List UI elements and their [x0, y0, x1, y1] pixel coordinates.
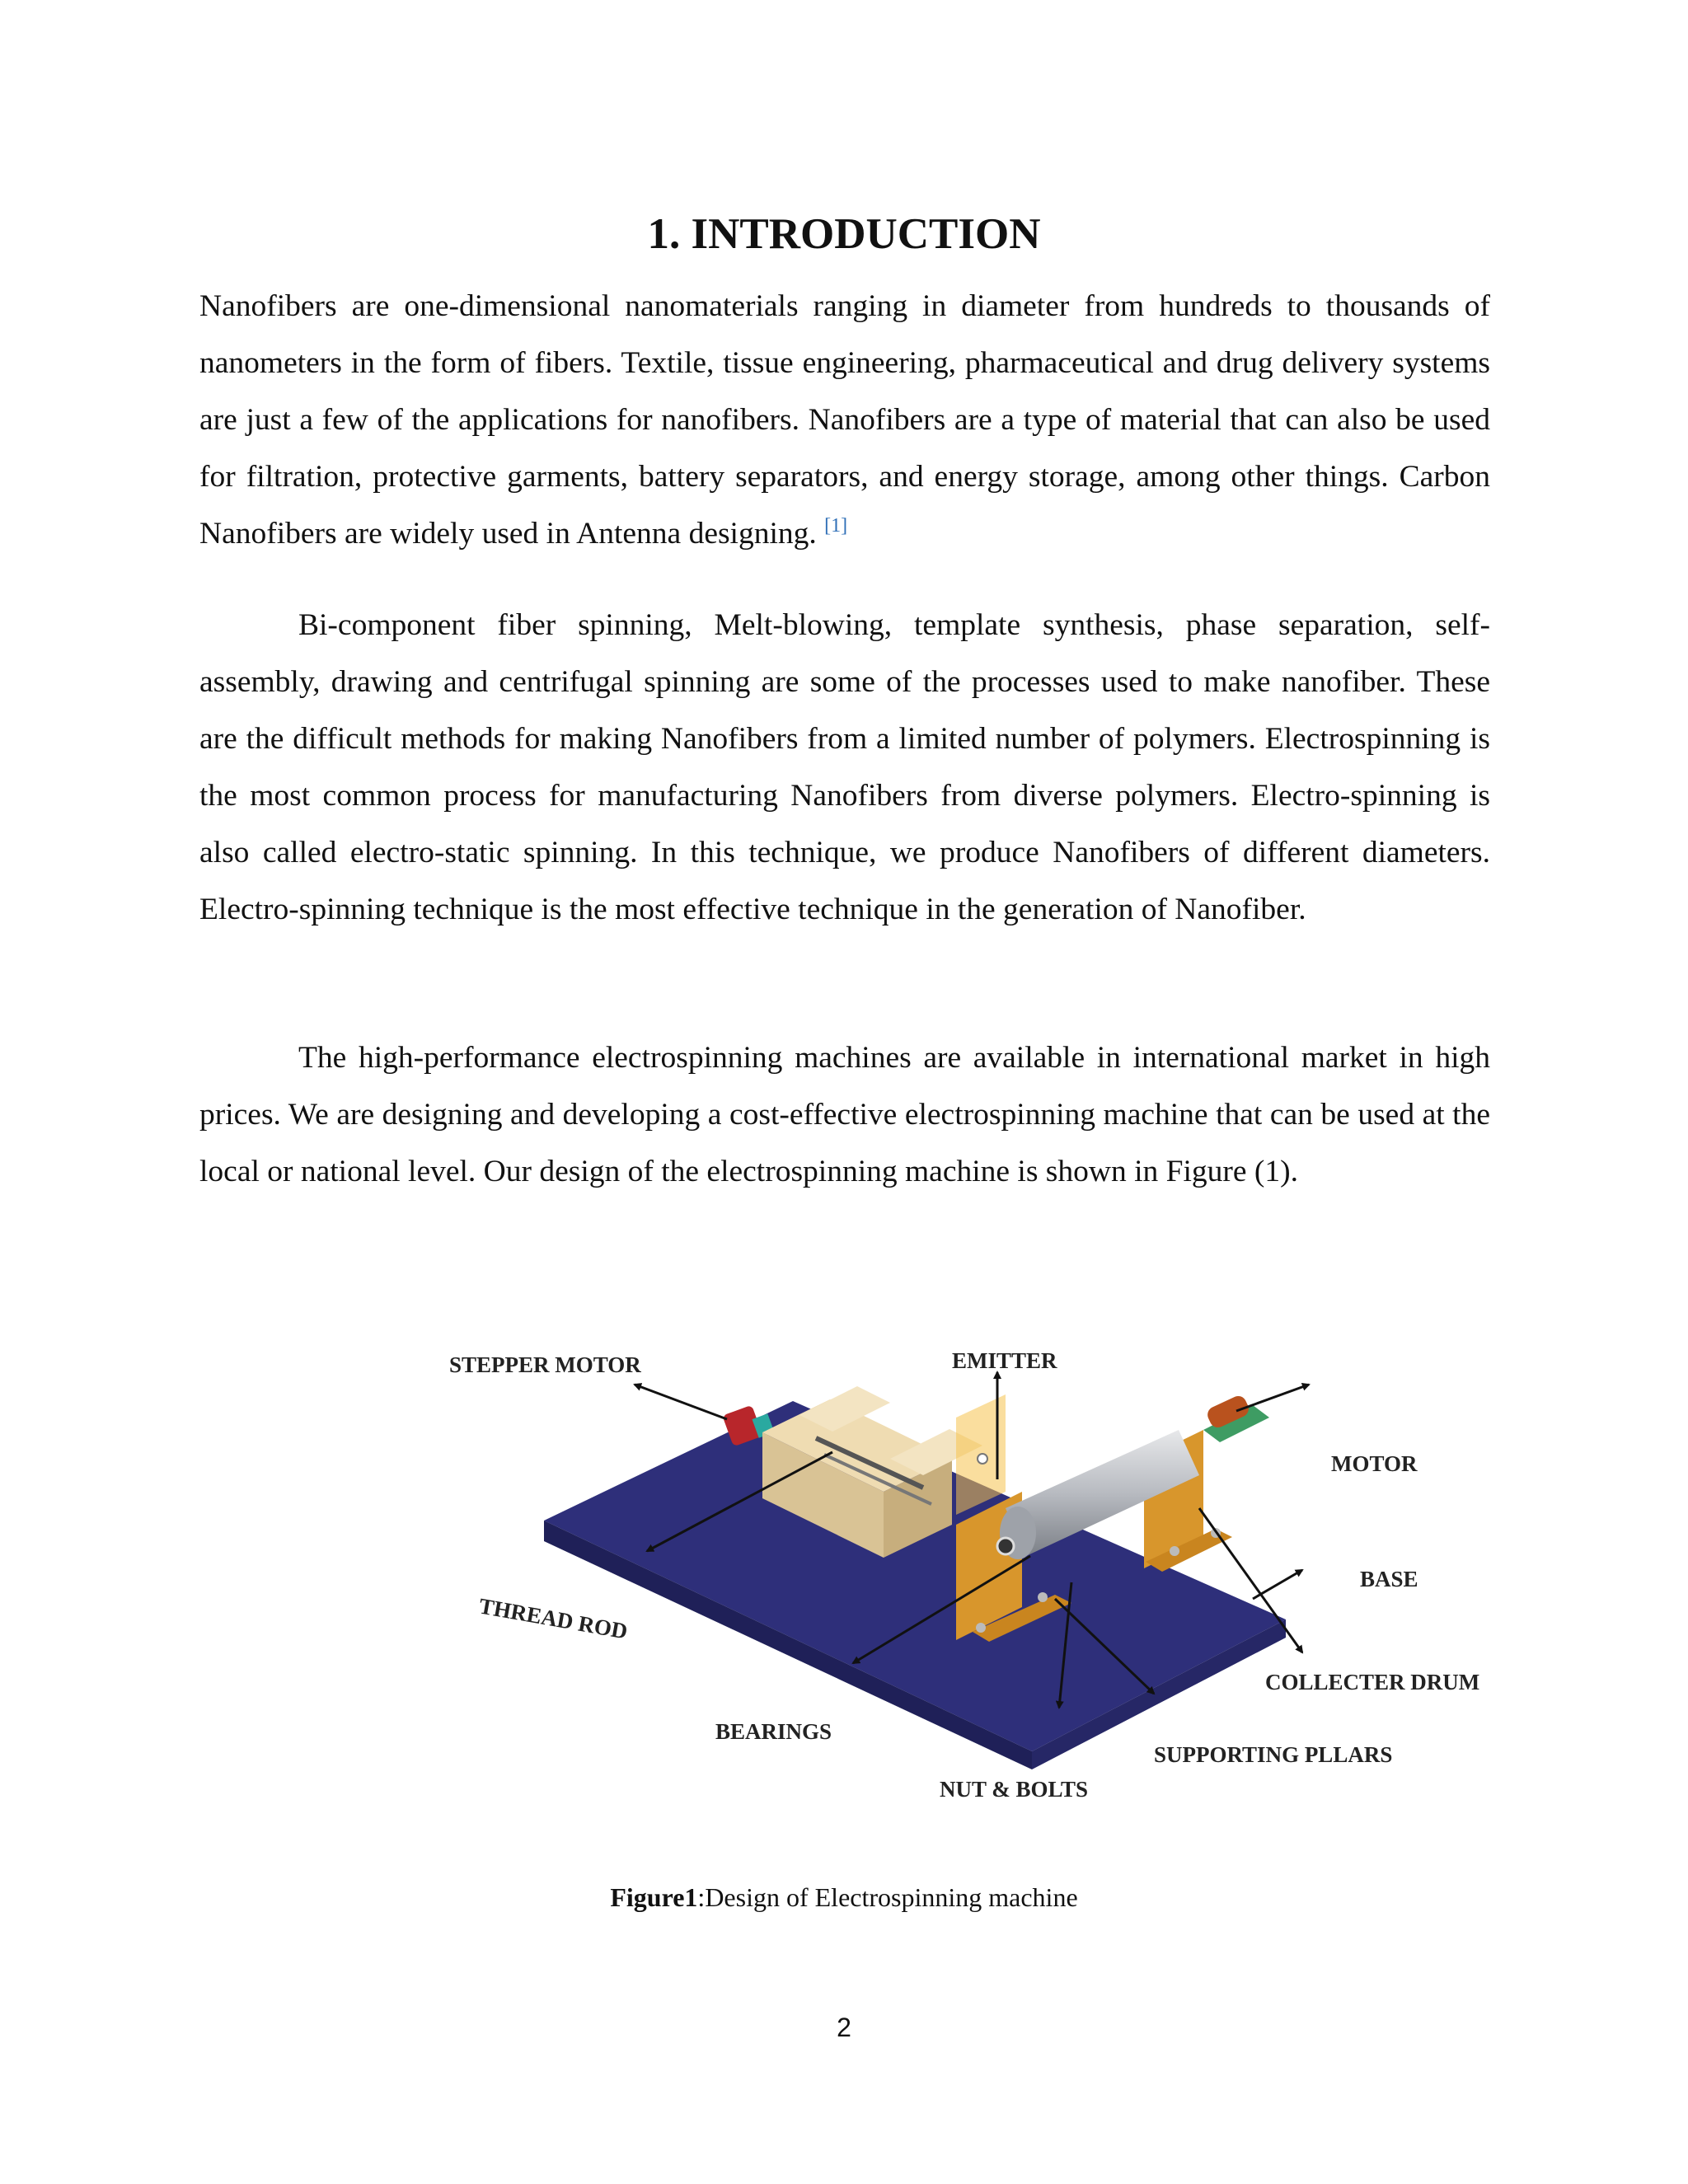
- citation-link[interactable]: [1]: [824, 515, 848, 537]
- label-motor: MOTOR: [1331, 1451, 1418, 1476]
- section-heading: 1. INTRODUCTION: [647, 210, 1041, 258]
- label-bearings: BEARINGS: [715, 1719, 832, 1744]
- paragraph-2: Bi-component fiber spinning, Melt-blowing, template synthesis, phase separation, self-assembly, drawing and centrifugal spinning are some of the processes used to make nanofiber. These are the difficult methods for making Nanofibers from a limited number of polymers. Electrospinning is the most common process for manufacturing Nanofibers from diverse polymers. Electro-spinning is also called electro-static spinning. In this technique, we produce Nanofibers of different diameters. Electro-spinning technique is the most effective technique in the generation of Nanofiber.: [199, 608, 1490, 926]
- figure-caption: [0, 1881, 1688, 1914]
- paragraph-1-text: Nanofibers are one-dimensional nanomaterials ranging in diameter from hundreds to thousands of nanometers in the form of fibers. Textile, tissue engineering, pharmaceutical and drug delivery systems are just a few of the applications for nanofibers. Nanofibers are a type of material that can also be used for filtration, protective garments, battery separators, and energy storage, among other things. Carbon Nanofibers are widely used in Antenna designing.: [199, 289, 1490, 551]
- figure-caption-text: :Design of Electrospinning machine: [697, 1882, 1078, 1912]
- label-stepper-motor: STEPPER MOTOR: [449, 1352, 641, 1377]
- machine-diagram: [429, 1335, 1500, 1813]
- figure-caption-label: Figure1: [610, 1882, 698, 1912]
- paragraph-3: The high-performance electrospinning machines are available in international market in high prices. We are designing and developing a cost-effective electrospinning machine that can be used at the local or national level. Our design of the electrospinning machine is shown in Figure (1).: [199, 1041, 1490, 1188]
- page-number: 2: [837, 2013, 851, 2042]
- label-collector-drum: COLLECTER DRUM: [1265, 1670, 1480, 1694]
- figure-1: [429, 1335, 1500, 1813]
- paragraph-1: [199, 278, 1490, 562]
- label-thread-rod: THREAD ROD: [476, 1593, 630, 1644]
- label-nut-bolts: NUT & BOLTS: [940, 1777, 1089, 1802]
- drum-motor: [1203, 1394, 1269, 1442]
- label-supporting-pillars: SUPPORTING PLLARS: [1154, 1742, 1393, 1767]
- label-emitter: EMITTER: [952, 1348, 1057, 1373]
- label-base: BASE: [1360, 1567, 1418, 1591]
